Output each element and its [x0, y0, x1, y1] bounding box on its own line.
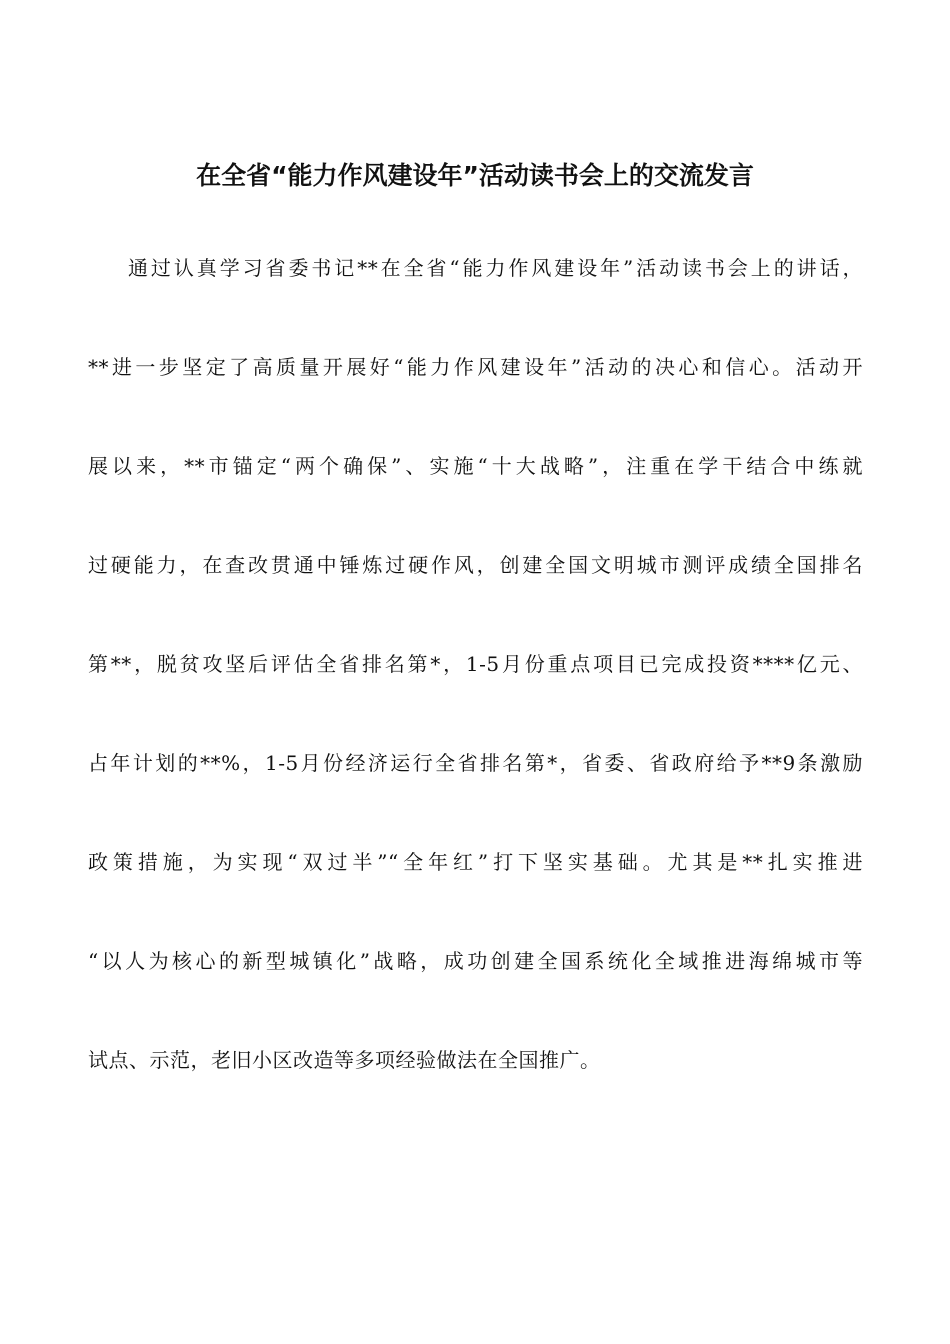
paragraph-line: 展以来，**市锚定“两个确保”、实施“十大战略”，注重在学干结合中练就 — [88, 454, 863, 478]
paragraph-line: 政策措施，为实现“双过半”“全年红”打下坚实基础。尤其是**扎实推进 — [88, 850, 863, 874]
paragraph-line: 第**，脱贫攻坚后评估全省排名第*，1-5月份重点项目已完成投资****亿元、 — [88, 652, 863, 676]
paragraph-line: 试点、示范，老旧小区改造等多项经验做法在全国推广。 — [88, 1048, 601, 1072]
paragraph-line: 占年计划的**%，1-5月份经济运行全省排名第*，省委、省政府给予**9条激励 — [88, 751, 863, 775]
paragraph-line: **进一步坚定了高质量开展好“能力作风建设年”活动的决心和信心。活动开 — [88, 355, 863, 379]
paragraph-line: “以人为核心的新型城镇化”战略，成功创建全国系统化全域推进海绵城市等 — [88, 949, 863, 973]
document-title: 在全省“能力作风建设年”活动读书会上的交流发言 — [196, 161, 754, 190]
paragraph-line: 通过认真学习省委书记**在全省“能力作风建设年”活动读书会上的讲话， — [128, 256, 863, 280]
body-paragraph — [88, 244, 863, 1135]
paragraph-line: 过硬能力，在查改贯通中锤炼过硬作风，创建全国文明城市测评成绩全国排名 — [88, 553, 863, 577]
